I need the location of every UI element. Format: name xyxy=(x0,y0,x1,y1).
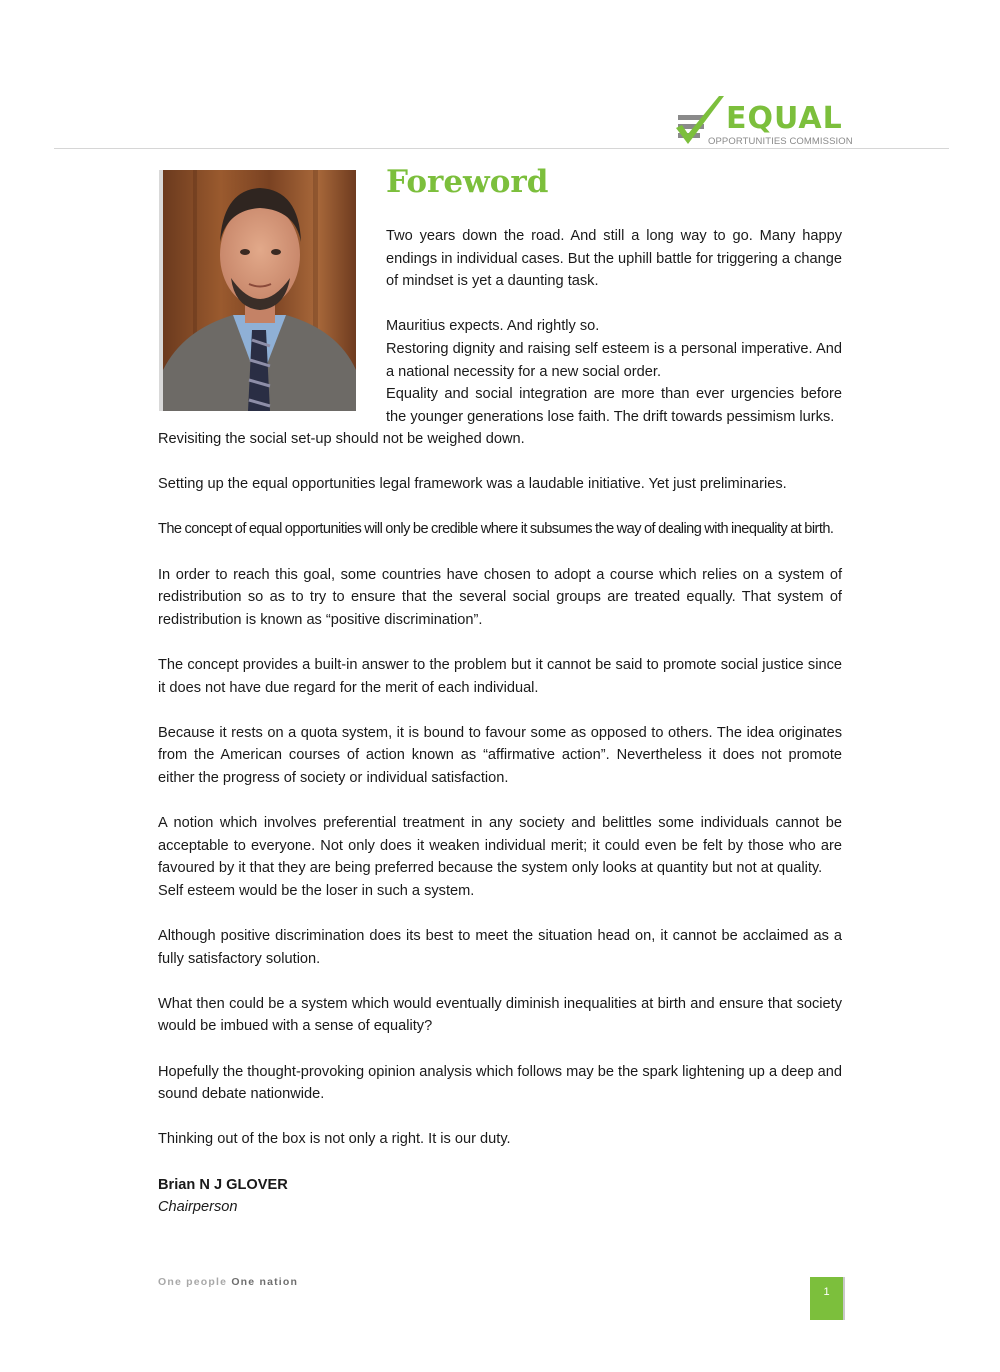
body-paragraph: In order to reach this goal, some countries have chosen to adopt a course which relies on a system of redistribution so as to try to ensure that the several social groups are treated equally. That system of redistribution is known as “positive discrimination”. xyxy=(158,566,842,628)
intro-paragraph: Restoring dignity and raising self esteem is a personal imperative. And a national necessity for a new social order. xyxy=(386,340,842,380)
intro-paragraph: Two years down the road. And still a long way to go. Many happy endings in individual cases. But the uphill battle for triggering a change of mindset is yet a daunting task. xyxy=(386,228,842,290)
body-text xyxy=(158,428,842,1219)
body-paragraph: Because it rests on a quota system, it is bound to favour some as opposed to others. The idea originates from the American courses of action known as “affirmative action”. Nevertheless it does not promote either the progress of society or individual satisfaction. xyxy=(158,724,842,786)
slogan-part-two: One nation xyxy=(231,1276,299,1288)
slogan-part-one: One people xyxy=(158,1276,228,1288)
intro-paragraph: Equality and social integration are more than ever urgencies before the younger generations lose faith. The drift towards pessimism lurks. xyxy=(386,386,842,425)
logo-wordmark: EQUAL xyxy=(726,101,843,136)
intro-block xyxy=(386,225,842,428)
page-number: 1 xyxy=(810,1277,843,1320)
page-title: Foreword xyxy=(386,164,549,200)
header-divider xyxy=(54,148,949,149)
body-paragraph: A notion which involves preferential treatment in any society and belittles some individuals cannot be acceptable to everyone. Not only does it weaken individual merit; it could even be felt by those who are favoured by it that they are being preferred because the system only looks at quantity but not at quality. xyxy=(158,815,842,877)
signature-block xyxy=(158,1174,842,1219)
body-paragraph: Thinking out of the box is not only a right. It is our duty. xyxy=(158,1131,511,1148)
footer-slogan xyxy=(158,1276,298,1288)
body-paragraph: The concept provides a built-in answer to the problem but it cannot be said to promote social justice since it does not have due regard for the merit of each individual. xyxy=(158,656,842,696)
body-paragraph: What then could be a system which would eventually diminish inequalities at birth and ensure that society would be imbued with a sense of equality? xyxy=(158,995,842,1035)
body-paragraph: Self esteem would be the loser in such a system. xyxy=(158,882,475,899)
signature-title: Chairperson xyxy=(158,1199,238,1216)
signature-name: Brian N J GLOVER xyxy=(158,1176,288,1193)
chairperson-portrait xyxy=(159,170,356,411)
body-paragraph: The concept of equal opportunities will only be credible where it subsumes the way of dealing with inequality at birth. xyxy=(158,521,834,538)
body-paragraph: Setting up the equal opportunities legal framework was a laudable initiative. Yet just preliminaries. xyxy=(158,476,787,493)
body-paragraph: Hopefully the thought-provoking opinion analysis which follows may be the spark lightening up a deep and sound debate nationwide. xyxy=(158,1063,842,1103)
equal-opportunities-logo xyxy=(674,94,853,150)
logo-subtitle: OPPORTUNITIES COMMISSION xyxy=(708,136,853,147)
intro-paragraph: Mauritius expects. And rightly so. xyxy=(386,318,600,335)
body-paragraph: Revisiting the social set-up should not be weighed down. xyxy=(158,431,525,447)
body-paragraph: Although positive discrimination does its best to meet the situation head on, it cannot be acclaimed as a fully satisfactory solution. xyxy=(158,928,842,967)
